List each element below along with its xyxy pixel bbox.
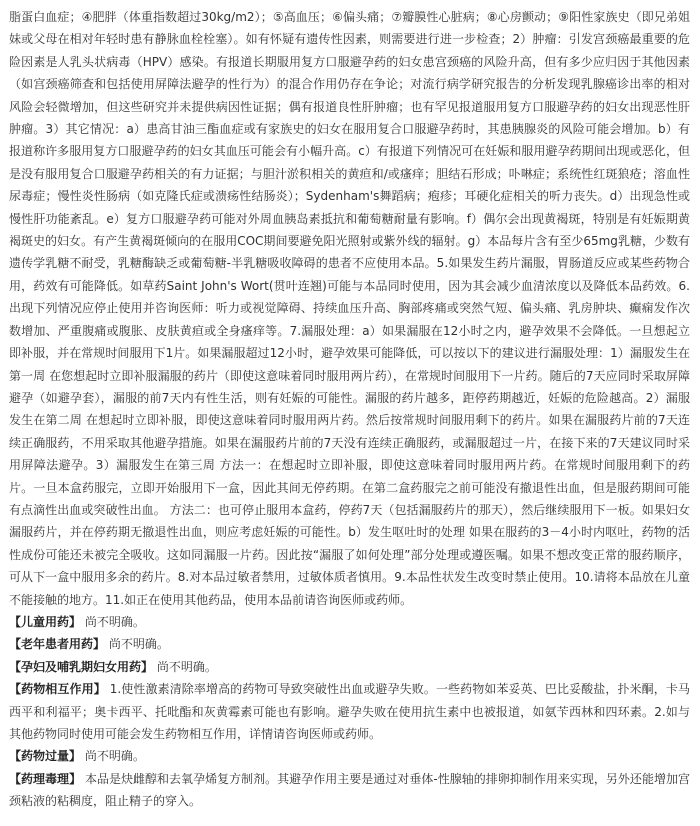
section-text: 1.使性激素清除率增高的药物可导致突破性出血或避孕失败。一些药物如苯妥英、巴比妥酸盐，扑米酮，卡马西平和利福平；奥卡西平、托吡酯和灰黄霉素可能也有影响。避孕失败在使用抗生素中也被报道，如氨苄西林和四环素。2.如与其他药物同时使用可能会发生药物相互作用，详情请咨询医师或药师。 [9,682,690,741]
pregnancy-lactation-section [9,656,690,678]
drug-interactions-section [9,678,690,745]
section-text: 尚不明确。 [156,659,217,674]
section-label: 【儿童用药】 [9,614,82,629]
section-text: 尚不明确。 [84,749,145,764]
section-label: 【药物过量】 [9,749,82,764]
section-text: 本品是炔雌醇和去氧孕烯复方制剂。其避孕作用主要是通过对垂体-性腺轴的排卵抑制作用来实现，另外还能增加宫颈粘液的粘稠度，阻止精子的穿入。 [9,771,690,809]
section-label: 【药物相互作用】 [9,682,106,697]
section-label: 【孕妇及哺乳期妇女用药】 [9,659,154,674]
precautions-text: 脂蛋白血症；④肥胖（体重指数超过30kg/m2）；⑤高血压；⑥偏头痛；⑦瓣膜性心脏病；⑧心房颤动；⑨阳性家族史（即兄弟姐妹或父母在相对年轻时患有静脉血栓栓塞）。如有怀疑有遗传性因素，则需要进行进一步检查；2）肿瘤：引发宫颈癌最重要的危险因素是人乳头状病毒（HPV）感染。有报道长期服用复方口服避孕药的妇女患宫颈癌的风险升高，但有多少应归因于其他因素（如宫颈癌筛查和包括使用屏障法避孕的性行为）的混合作用仍存在争论；对流行病学研究报告的分析发现乳腺癌诊出率的相对风险会轻微增加，但这些研究并未提供病因性证据；偶有报道良性肝肿瘤；也有罕见报道服用复方口服避孕药的妇女出现恶性肝肿瘤。3）其它情况：a）患高甘油三酯血症或有家族史的妇女在服用复合口服避孕药时，其患胰腺炎的风险可能会增加。b）有报道称许多服用复方口服避孕药的妇女其血压可能会有小幅升高。c）有报道下列情况可在妊娠和服用避孕药期间出现或恶化，但是没有服用复合口服避孕药相关的有力证据；与胆汁淤积相关的黄疸和/或瘙痒；胆结石形成；卟啉症；系统性红斑狼疮；溶血性尿毒症；慢性炎性肠病（如克隆氏症或溃疡性结肠炎）；Sydenham's舞蹈病；疱疹；耳硬化症相关的听力丧失。d）出现急性或慢性肝功能紊乱。e）复方口服避孕药可能对外周血胰岛素抵抗和葡萄糖耐量有影响。f）偶尔会出现黄褐斑，特别是有妊娠期黄褐斑史的妇女。有产生黄褐斑倾向的在服用COC期间要避免阳光照射或紫外线的辐射。g）本品每片含有至少65mg乳糖，少数有遗传学乳糖不耐受，乳糖酶缺乏或葡萄糖-半乳糖吸收障碍的患者不应使用本品。5.如果发生药片漏服，胃肠道反应或某些药物合用，药效有可能降低。如草药Saint John's Wort(贯叶连翘)可能与本品同时使用，因为其会减少血清浓度以及降低本品药效。6.出现下列情况应停止使用并咨询医师：听力或视觉障碍、持续血压升高、胸部疼痛或突然气短、偏头痛、乳房肿块、癫痫发作次数增加、严重腹痛或腹胀、皮肤黄疸或全身瘙痒等。7.漏服处理：a）如果漏服在12小时之内，避孕效果不会降低。一旦想起立即补服，并在常规时间服用下1片。如果漏服超过12小时，避孕效果可能降低，可以按以下的建议进行漏服处理：1）漏服发生在第一周 在您想起时立即补服漏服的药片（即使这意味着同时服用两片药），在常规时间服用下一片药。随后的7天应同时采取屏障避孕（如避孕套），漏服的前7天内有性生活，则有妊娠的可能性。漏服的药片越多，距停药期越近，妊娠的危险越高。2）漏服发生在第二周 在想起时立即补服，即使这意味着同时服用两片药。然后按常规时间服用剩下的药片。如果在漏服药片前的7天连续正确服药，不用采取其他避孕措施。如果在漏服药片前的7天没有连续正确服药，或漏服超过一片，在接下来的7天建议同时采用屏障法避孕。3）漏服发生在第三周 方法一：在想起时立即补服，即使这意味着同时服用两片药。在常规时间服用剩下的药片。一旦本盒药服完，立即开始服用下一盒，因此其间无停药期。在第二盒药服完之前可能没有撤退性出血，但是服药期间可能有点滴性出血或突破性出血。 方法二：也可停止服用本盒药，停药7天（包括漏服药片的那天），然后继续服用下一板。如果妇女漏服药片，并在停药期无撤退性出血，则应考虑妊娠的可能性。b）发生呕吐时的处理 如果在服药的3－4小时内呕吐，药物的活性成份可能还未被完全吸收。这如同漏服一片药。因此按“漏服了如何处理”部分处理或遵医嘱。如果不想改变正常的服药顺序，可从下一盒中服用多余的药片。8.对本品过敏者禁用，过敏体质者慎用。9.本品性状发生改变时禁止使用。10.请将本品放在儿童不能接触的地方。11.如正在使用其他药品，使用本品前请咨询医师或药师。 [9,10,690,607]
pediatric-use-section [9,611,690,633]
section-text: 尚不明确。 [84,614,145,629]
pharmacology-toxicology-section [9,768,690,813]
section-label: 【老年患者用药】 [9,637,106,652]
geriatric-use-section [9,633,690,655]
section-text: 尚不明确。 [108,637,169,652]
overdose-section [9,745,690,767]
section-label: 【药理毒理】 [9,771,82,786]
